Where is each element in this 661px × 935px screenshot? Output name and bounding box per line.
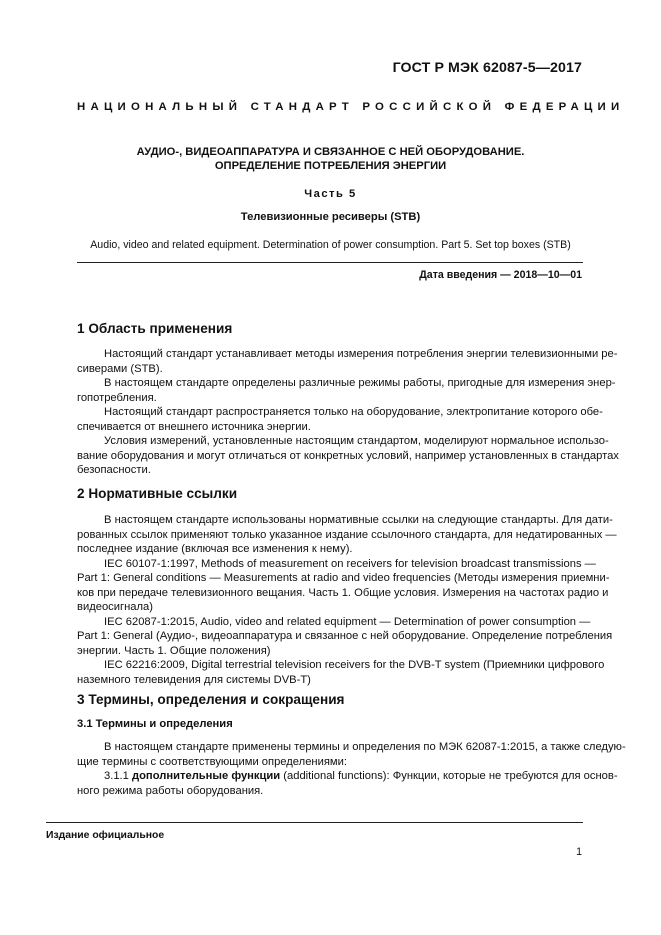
term-definition-text: (additional functions): Функции, которые не требуются для основ- bbox=[283, 770, 618, 782]
title-line-2: ОПРЕДЕЛЕНИЕ ПОТРЕБЛЕНИЯ ЭНЕРГИИ bbox=[214, 160, 447, 172]
section-2-heading: 2 Нормативные ссылки bbox=[77, 486, 238, 501]
national-standard-caption: НАЦИОНАЛЬНЫЙ СТАНДАРТ РОССИЙСКОЙ ФЕДЕРАЦИИ bbox=[77, 101, 625, 113]
text-line: В настоящем стандарте применены термины и определения по МЭК 62087-1:2015, а также следую- bbox=[104, 741, 626, 753]
section-1-heading: 1 Область применения bbox=[77, 321, 233, 336]
footer-divider bbox=[46, 822, 583, 823]
text-line: сиверами (STB). bbox=[77, 362, 163, 375]
text-line: рованных ссылок применяют только указанное издание ссылочного стандарта, для недатированных — bbox=[77, 528, 617, 541]
document-code: ГОСТ Р МЭК 62087-5—2017 bbox=[392, 60, 582, 76]
text-line: спечивается от внешнего источника энергии. bbox=[77, 420, 311, 433]
text-line: ного режима работы оборудования. bbox=[77, 784, 264, 797]
introduction-date: Дата введения — 2018—10—01 bbox=[419, 269, 582, 281]
part-subtitle: Телевизионные ресиверы (STB) bbox=[240, 211, 421, 223]
term-definition-line bbox=[104, 769, 618, 784]
text-line: В настоящем стандарте использованы нормативные ссылки на следующие стандарты. Для дати- bbox=[104, 514, 613, 526]
english-title: Audio, video and related equipment. Determination of power consumption. Part 5. Set top boxes (STB) bbox=[90, 239, 571, 251]
term-name: дополнительные функции bbox=[132, 770, 281, 782]
text-line: щие термины с соответствующими определениями: bbox=[77, 755, 347, 768]
text-line: IEC 62087-1:2015, Audio, video and related equipment — Determination of power consumption — bbox=[104, 615, 591, 628]
text-line: Part 1: General conditions — Measurements at radio and video frequencies (Методы измерения приемни- bbox=[77, 572, 610, 584]
text-line: безопасности. bbox=[77, 464, 151, 476]
text-line: Настоящий стандарт устанавливает методы измерения потребления энергии телевизионными ре- bbox=[104, 348, 618, 360]
section-1-body bbox=[77, 347, 619, 478]
text-line: Part 1: General (Аудио-, видеоаппаратура и связанное с ней оборудование. Определение потребления bbox=[77, 630, 613, 642]
text-line: вание оборудования и могут отличаться от конкретных условий, например установленных в стандартах bbox=[77, 449, 619, 462]
document-title bbox=[40, 145, 621, 173]
title-line-1: АУДИО-, ВИДЕОАППАРАТУРА И СВЯЗАННОЕ С НЕЙ ОБОРУДОВАНИЕ. bbox=[136, 146, 525, 158]
edition-label: Издание официальное bbox=[46, 830, 165, 841]
page-number: 1 bbox=[576, 846, 582, 858]
top-divider bbox=[77, 262, 583, 263]
section-3-heading: 3 Термины, определения и сокращения bbox=[77, 692, 345, 707]
text-line: последнее издание (включая все изменения к нему). bbox=[77, 543, 353, 555]
section-2-body bbox=[77, 513, 617, 687]
text-line: гопотребления. bbox=[77, 391, 157, 404]
text-line: ков при передаче телевизионного вещания. Часть 1. Общие условия. Измерения на частотах радио и bbox=[77, 586, 609, 599]
text-line: наземного телевидения для системы DVB-T) bbox=[77, 673, 311, 686]
part-label: Часть 5 bbox=[304, 188, 357, 200]
text-line: Условия измерений, установленные настоящим стандартом, моделируют нормальное использо- bbox=[104, 435, 609, 447]
text-line: IEC 60107-1:1997, Methods of measurement on receivers for television broadcast transmissions — bbox=[104, 557, 596, 570]
section-3-1-heading: 3.1 Термины и определения bbox=[77, 718, 233, 730]
text-line: видеосигнала) bbox=[77, 601, 153, 613]
section-3-1-body bbox=[77, 740, 626, 798]
text-line: Настоящий стандарт распространяется только на оборудование, электропитание которого обе- bbox=[104, 406, 603, 418]
text-line: энергии. Часть 1. Общие положения) bbox=[77, 644, 271, 657]
term-number: 3.1.1 bbox=[104, 770, 129, 782]
text-line: IEC 62216:2009, Digital terrestrial television receivers for the DVB-T system (Приемники цифрового bbox=[104, 659, 605, 671]
text-line: В настоящем стандарте определены различные режимы работы, пригодные для измерения энер- bbox=[104, 377, 616, 389]
